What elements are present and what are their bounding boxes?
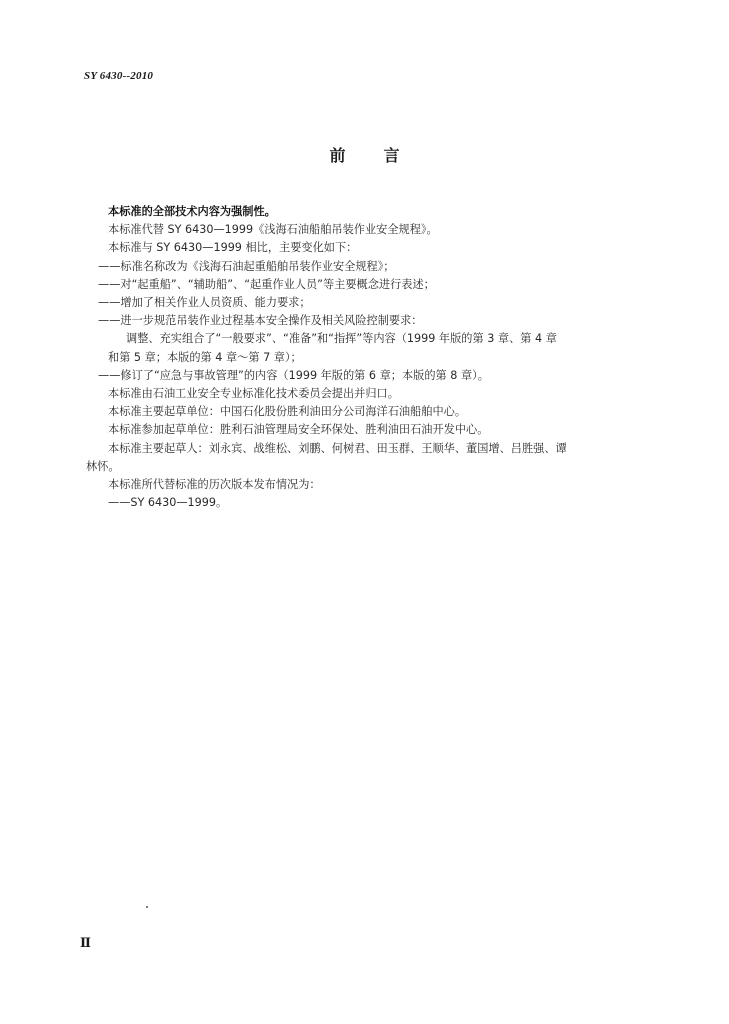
change-item-emergency: ——修订了“应急与事故管理”的内容（1999 年版的第 6 章；本版的第 8 章）。 — [98, 368, 489, 382]
main-drafters-continuation: 林怀。 — [86, 459, 120, 473]
mandatory-statement: 本标准的全部技术内容为强制性。 — [108, 205, 276, 218]
previous-editions-intro: 本标准所代替标准的历次版本发布情况为： — [108, 478, 321, 492]
page-number: Ⅱ — [80, 935, 91, 950]
replaces-statement: 本标准代替 SY 6430—1999《浅海石油船舶吊装作业安全规程》。 — [108, 223, 438, 237]
change-item-concepts: ——对“起重船”、“辅助船”、“起重作业人员”等主要概念进行表述； — [98, 277, 435, 291]
change-item-operations: ——进一步规范吊装作业过程基本安全操作及相关风险控制要求： — [98, 314, 423, 328]
changes-intro: 本标准与 SY 6430—1999 相比，主要变化如下： — [108, 241, 358, 255]
change-item-title: ——标准名称改为《浅海石油起重船舶吊装作业安全规程》； — [98, 259, 395, 273]
change-subitem-continuation: 和第 5 章；本版的第 4 章～第 7 章）； — [108, 350, 302, 364]
change-item-qualifications: ——增加了相关作业人员资质、能力要求； — [98, 296, 311, 310]
page-title: 前言 — [329, 146, 438, 165]
previous-edition-item: ——SY 6430—1999。 — [108, 496, 228, 510]
footer-dot — [146, 906, 148, 908]
proposer-statement: 本标准由石油工业安全专业标准化技术委员会提出并归口。 — [108, 387, 399, 401]
change-subitem-adjustments: 调整、充实组合了“一般要求”、“准备”和“指挥”等内容（1999 年版的第 3 章、第 4 章 — [126, 332, 557, 346]
foreword-body — [86, 203, 656, 512]
participating-drafting-unit: 本标准参加起草单位：胜利石油管理局安全环保处、胜利油田石油开发中心。 — [108, 423, 489, 437]
main-drafters: 本标准主要起草人：刘永宾、战维松、刘鹏、何树君、田玉群、王顺华、董国增、吕胜强、谭 — [108, 441, 567, 455]
standard-code-header: SY 6430--2010 — [84, 70, 154, 82]
main-drafting-unit: 本标准主要起草单位：中国石化股份胜利油田分公司海洋石油船舶中心。 — [108, 405, 467, 419]
